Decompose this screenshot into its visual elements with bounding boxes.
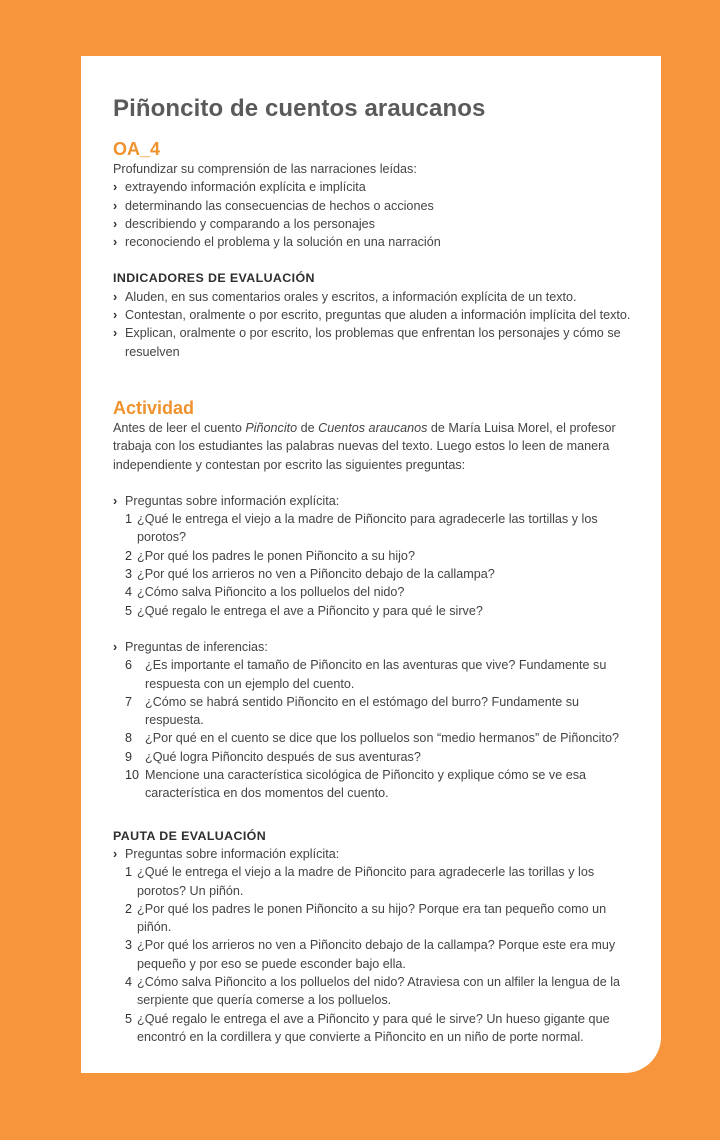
list-item: 1 ¿Qué le entrega el viejo a la madre de Piñoncito para agradecerle las torillas y los porotos? Un piñón. bbox=[125, 865, 595, 898]
chevron-right-icon: › bbox=[113, 216, 118, 231]
chevron-right-icon: › bbox=[113, 198, 118, 213]
list-item: 5 ¿Qué regalo le entrega el ave a Piñoncito y para qué le sirve? Un hueso gigante que encontró en la cordillera y que convierte a Piñoncito en un niño de porte normal. bbox=[125, 1011, 610, 1044]
list-item: 6 ¿Es importante el tamaño de Piñoncito en las aventuras que vive? Fundamente su respuesta con un ejemplo del cuento. bbox=[125, 658, 607, 691]
pauta-explicit-heading bbox=[113, 845, 633, 863]
chevron-right-icon: › bbox=[113, 639, 118, 654]
chevron-right-icon: › bbox=[113, 308, 118, 323]
list-item: 10 Mencione una característica sicológica de Piñoncito y explique cómo se ve esa característica en dos momentos del cuento. bbox=[125, 768, 587, 801]
list-item: › describiendo y comparando a los personajes bbox=[113, 215, 633, 233]
oa-heading: OA_4 bbox=[113, 139, 161, 159]
list-item: 9 ¿Qué logra Piñoncito después de sus aventuras? bbox=[125, 749, 421, 764]
list-item: 4 ¿Cómo salva Piñoncito a los polluelos del nido? Atraviesa con un alfiler la lengua de la serpiente que quería comerse a los polluelos. bbox=[125, 974, 621, 1008]
page-title: Piñoncito de cuentos araucanos bbox=[113, 95, 486, 122]
chevron-right-icon: › bbox=[113, 326, 118, 341]
chevron-right-icon: › bbox=[113, 235, 118, 250]
list-item: › Explican, oralmente o por escrito, los problemas que enfrentan los personajes y cómo se resuelven bbox=[113, 326, 621, 359]
actividad-intro: Antes de leer el cuento Piñoncito de Cuentos araucanos de María Luisa Morel, el profesor trabaja con los estudiantes las palabras nuevas del texto. Luego estos lo leen de manera independiente y contestan por escrito las siguientes preguntas: bbox=[113, 420, 616, 472]
list-item: › reconociendo el problema y la solución en una narración bbox=[113, 233, 633, 251]
list-item: 8 ¿Por qué en el cuento se dice que los polluelos son “medio hermanos” de Piñoncito? bbox=[125, 731, 619, 746]
list-item: 5 ¿Qué regalo le entrega el ave a Piñoncito y para qué le sirve? bbox=[125, 603, 483, 618]
list-item: › extrayendo información explícita e implícita bbox=[113, 178, 633, 196]
oa-bullet-list bbox=[113, 178, 633, 251]
list-item: 3 ¿Por qué los arrieros no ven a Piñoncito debajo de la callampa? Porque este era muy pequeño y por eso se puede esconder bajo ella. bbox=[125, 938, 616, 971]
actividad-heading: Actividad bbox=[113, 397, 195, 418]
chevron-right-icon: › bbox=[113, 493, 118, 508]
explicit-questions-list bbox=[113, 510, 633, 620]
pauta-heading: PAUTA DE EVALUACIÓN bbox=[113, 828, 267, 843]
explicit-questions-heading bbox=[113, 492, 633, 510]
inference-questions-heading bbox=[113, 638, 633, 656]
indicadores-list bbox=[113, 288, 633, 361]
list-item: 7 ¿Cómo se habrá sentido Piñoncito en el estómago del burro? Fundamente su respuesta. bbox=[125, 694, 580, 728]
inference-questions-list bbox=[113, 656, 633, 802]
chevron-right-icon: › bbox=[113, 180, 118, 195]
list-item: › Aluden, en sus comentarios orales y escritos, a información explícita de un texto. bbox=[113, 288, 633, 306]
book-title: Piñoncito bbox=[245, 420, 298, 435]
list-item: › Contestan, oralmente o por escrito, preguntas que aluden a información implícita del texto. bbox=[113, 306, 633, 324]
list-item: 4 ¿Cómo salva Piñoncito a los polluelos del nido? bbox=[125, 585, 405, 600]
list-item: 2 ¿Por qué los padres le ponen Piñoncito a su hijo? bbox=[125, 548, 415, 563]
chevron-right-icon: › bbox=[113, 846, 118, 861]
list-item: 2 ¿Por qué los padres le ponen Piñoncito a su hijo? Porque era tan pequeño como un piñón. bbox=[125, 901, 607, 935]
list-item: › Preguntas sobre información explícita: bbox=[113, 492, 633, 510]
list-item: 3 ¿Por qué los arrieros no ven a Piñoncito debajo de la callampa? bbox=[125, 567, 495, 582]
list-item: › Preguntas sobre información explícita: bbox=[113, 845, 633, 863]
list-item: › Preguntas de inferencias: bbox=[113, 638, 633, 656]
page-content bbox=[113, 94, 633, 1046]
oa-intro: Profundizar su comprensión de las narraciones leídas: bbox=[113, 162, 417, 176]
list-item: 1 ¿Qué le entrega el viejo a la madre de Piñoncito para agradecerle las tortillas y los porotos? bbox=[125, 512, 598, 545]
indicadores-heading: INDICADORES DE EVALUACIÓN bbox=[113, 271, 315, 286]
collection-title: Cuentos araucanos bbox=[318, 420, 428, 435]
chevron-right-icon: › bbox=[113, 289, 118, 304]
pauta-answers-list bbox=[113, 863, 633, 1046]
page-card bbox=[81, 56, 661, 1073]
list-item: › determinando las consecuencias de hechos o acciones bbox=[113, 197, 633, 215]
